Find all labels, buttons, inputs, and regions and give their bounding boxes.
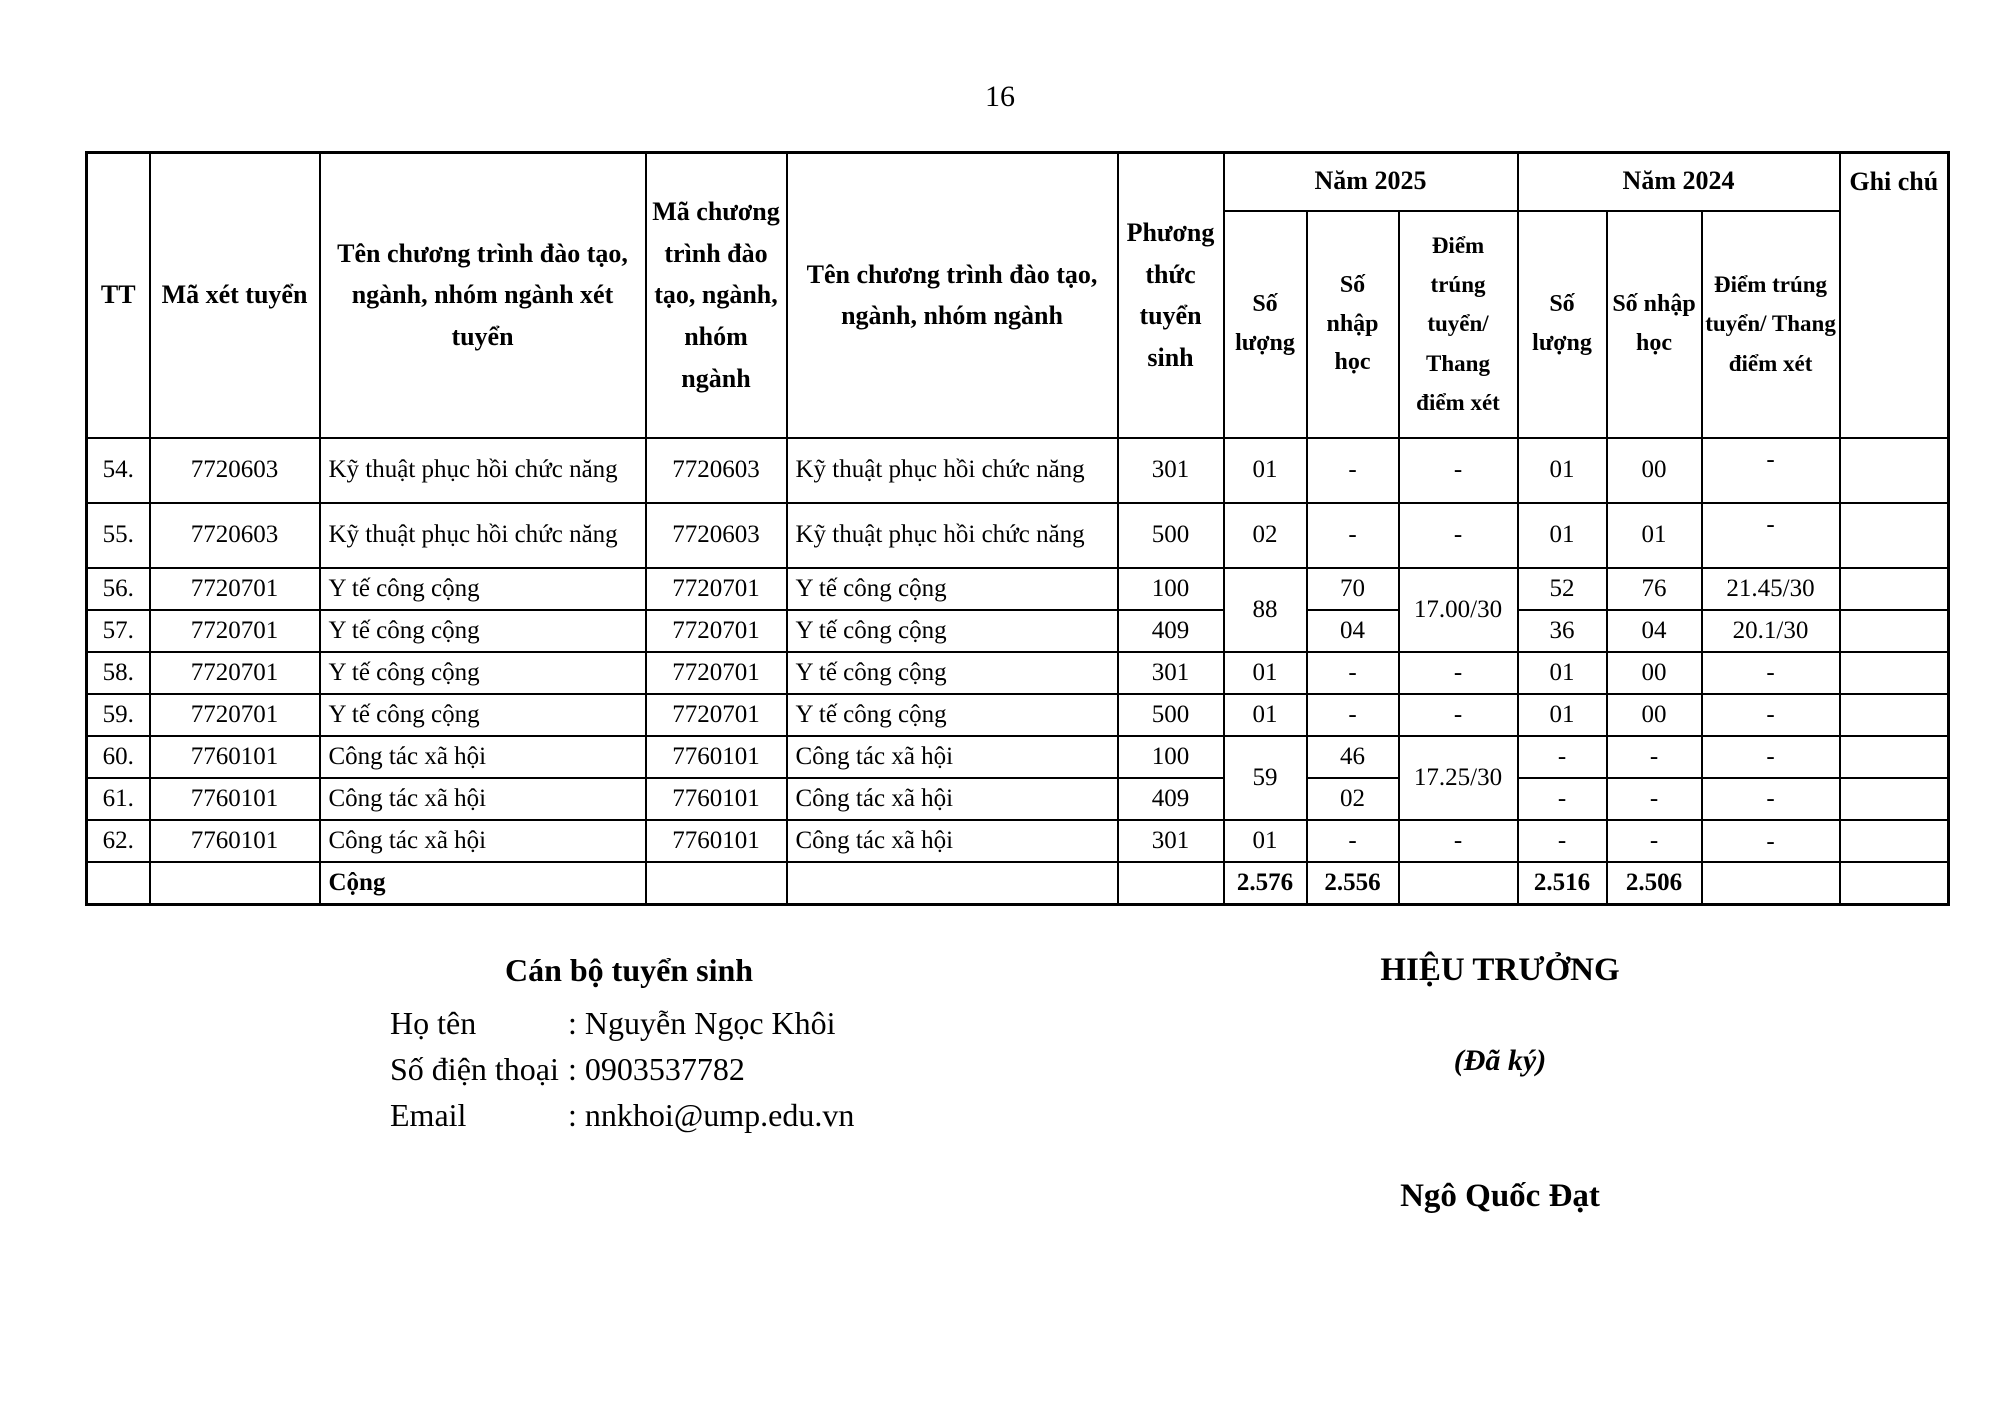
officer-field-row (390, 1051, 868, 1088)
cell-ma-xet-tuyen: 7760101 (150, 736, 320, 778)
cell-tt: 54. (87, 438, 150, 503)
cell-ten-xet-tuyen: Kỹ thuật phục hồi chức năng (320, 438, 646, 503)
cell-ten-xet-tuyen: Y tế công cộng (320, 610, 646, 652)
cell-so-nhap-hoc-2025: - (1307, 694, 1399, 736)
cell-phuong-thuc: 100 (1118, 568, 1224, 610)
cell-ten-chuong-trinh (787, 862, 1118, 905)
cell-ghi-chu (1840, 503, 1949, 568)
cell-ma-chuong-trinh: 7760101 (646, 778, 787, 820)
officer-field-label: Số điện thoại (390, 1051, 559, 1087)
cell-ma-chuong-trinh: 7720701 (646, 652, 787, 694)
officer-field-label: Email (390, 1097, 467, 1133)
cell-ma-chuong-trinh (646, 862, 787, 905)
cell-so-luong-2025: 01 (1224, 820, 1307, 862)
cell-ten-chuong-trinh: Y tế công cộng (787, 568, 1118, 610)
cell-ghi-chu (1840, 568, 1949, 610)
cell-diem-2024: - (1702, 820, 1840, 862)
cell-so-luong-2024: - (1518, 736, 1607, 778)
cell-tt: 58. (87, 652, 150, 694)
cell-diem-2025: 17.00/30 (1399, 568, 1518, 652)
total-row (87, 862, 1949, 905)
cell-so-nhap-hoc-2025: 46 (1307, 736, 1399, 778)
officer-field-row (390, 1005, 868, 1042)
col-header-ghi-chu: Ghi chú (1840, 153, 1949, 438)
cell-diem-2024: - (1702, 694, 1840, 736)
cell-tt: 56. (87, 568, 150, 610)
col-header-tt: TT (87, 153, 150, 438)
table-row (87, 736, 1949, 778)
cell-ma-chuong-trinh: 7760101 (646, 820, 787, 862)
cell-phuong-thuc: 100 (1118, 736, 1224, 778)
cell-so-luong-2025: 01 (1224, 438, 1307, 503)
table-row (87, 568, 1949, 610)
cell-tt: 59. (87, 694, 150, 736)
cell-ma-xet-tuyen: 7720603 (150, 503, 320, 568)
col-header-ten-ct-xet-tuyen: Tên chương trình đào tạo, ngành, nhóm ngành xét tuyển (320, 153, 646, 438)
cell-tt: 61. (87, 778, 150, 820)
cell-ten-chuong-trinh: Y tế công cộng (787, 652, 1118, 694)
cell-so-luong-2024: - (1518, 820, 1607, 862)
subcol-header-diem-2025: Điểm trúng tuyển/ Thang điểm xét (1399, 211, 1518, 438)
admissions-results-table (85, 151, 1950, 906)
page-number: 16 (985, 80, 1015, 113)
officer-field-value: 0903537782 (584, 1051, 745, 1087)
cell-ghi-chu (1840, 820, 1949, 862)
cell-ghi-chu (1840, 862, 1949, 905)
cell-phuong-thuc: 500 (1118, 503, 1224, 568)
cell-so-nhap-hoc-2025: - (1307, 438, 1399, 503)
cell-ten-xet-tuyen: Y tế công cộng (320, 694, 646, 736)
cell-so-luong-2025: 01 (1224, 652, 1307, 694)
cell-ten-chuong-trinh: Kỹ thuật phục hồi chức năng (787, 503, 1118, 568)
cell-phuong-thuc: 301 (1118, 652, 1224, 694)
cell-so-nhap-hoc-2024: 00 (1607, 694, 1702, 736)
recruitment-officer-block (390, 952, 868, 1143)
cell-tt: 60. (87, 736, 150, 778)
cell-so-luong-2025: 88 (1224, 568, 1307, 652)
cell-diem-2025: - (1399, 652, 1518, 694)
cell-so-nhap-hoc-2024: 76 (1607, 568, 1702, 610)
table-row (87, 778, 1949, 820)
cell-ma-chuong-trinh: 7720701 (646, 694, 787, 736)
col-header-ma-xet-tuyen: Mã xét tuyển (150, 153, 320, 438)
signature-block (1295, 952, 1705, 1215)
cell-so-luong-2024: 01 (1518, 694, 1607, 736)
cell-phuong-thuc: 409 (1118, 610, 1224, 652)
cell-ghi-chu (1840, 778, 1949, 820)
cell-phuong-thuc: 301 (1118, 820, 1224, 862)
total-so-nhap-hoc-2025: 2.556 (1307, 862, 1399, 905)
cell-ma-chuong-trinh: 7720701 (646, 610, 787, 652)
cell-diem-2025: - (1399, 820, 1518, 862)
cell-ma-chuong-trinh: 7720603 (646, 503, 787, 568)
cell-ma-xet-tuyen: 7720701 (150, 652, 320, 694)
cell-ten-chuong-trinh: Công tác xã hội (787, 778, 1118, 820)
cell-so-nhap-hoc-2024: - (1607, 736, 1702, 778)
cell-ten-chuong-trinh: Công tác xã hội (787, 736, 1118, 778)
cell-diem-2024: - (1702, 736, 1840, 778)
cell-diem-2025: - (1399, 694, 1518, 736)
cell-so-luong-2025: 02 (1224, 503, 1307, 568)
officer-field-separator: : (568, 1097, 585, 1133)
cell-ten-xet-tuyen: Kỹ thuật phục hồi chức năng (320, 503, 646, 568)
total-so-luong-2024: 2.516 (1518, 862, 1607, 905)
subcol-header-so-luong-2025: Số lượng (1224, 211, 1307, 438)
cell-ghi-chu (1840, 736, 1949, 778)
officer-field-value: Nguyễn Ngọc Khôi (584, 1005, 836, 1041)
cell-ghi-chu (1840, 694, 1949, 736)
subcol-header-diem-2024: Điểm trúng tuyển/ Thang điểm xét (1702, 211, 1840, 438)
col-header-nam-2024: Năm 2024 (1518, 153, 1840, 211)
cell-so-nhap-hoc-2024: 00 (1607, 652, 1702, 694)
cell-ma-chuong-trinh: 7720603 (646, 438, 787, 503)
cell-so-luong-2025: 01 (1224, 694, 1307, 736)
table-row (87, 820, 1949, 862)
cell-ma-xet-tuyen: 7760101 (150, 820, 320, 862)
cell-ten-chuong-trinh: Kỹ thuật phục hồi chức năng (787, 438, 1118, 503)
cell-ghi-chu (1840, 652, 1949, 694)
col-header-nam-2025: Năm 2025 (1224, 153, 1518, 211)
col-header-ma-chuong-trinh: Mã chương trình đào tạo, ngành, nhóm ngành (646, 153, 787, 438)
cell-so-luong-2024: 01 (1518, 438, 1607, 503)
subcol-header-so-nhap-hoc-2024: Số nhập học (1607, 211, 1702, 438)
col-header-phuong-thuc: Phương thức tuyển sinh (1118, 153, 1224, 438)
cell-ma-xet-tuyen: 7720701 (150, 610, 320, 652)
cell-ten-xet-tuyen: Công tác xã hội (320, 736, 646, 778)
cell-so-nhap-hoc-2024: - (1607, 778, 1702, 820)
total-so-luong-2025: 2.576 (1224, 862, 1307, 905)
cell-so-luong-2025: 59 (1224, 736, 1307, 820)
col-header-ten-chuong-trinh: Tên chương trình đào tạo, ngành, nhóm ngành (787, 153, 1118, 438)
cell-tt: 62. (87, 820, 150, 862)
cell-so-nhap-hoc-2024: - (1607, 820, 1702, 862)
cell-so-luong-2024: 01 (1518, 652, 1607, 694)
cell-ten-xet-tuyen: Y tế công cộng (320, 568, 646, 610)
cell-ten-xet-tuyen: Công tác xã hội (320, 778, 646, 820)
cell-so-luong-2024: 52 (1518, 568, 1607, 610)
table-row (87, 503, 1949, 568)
officer-field-label: Họ tên (390, 1005, 477, 1041)
cell-phuong-thuc (1118, 862, 1224, 905)
signature-signed-note: (Đã ký) (1453, 1044, 1547, 1077)
officer-field-separator: : (568, 1005, 585, 1041)
cell-diem-2025: 17.25/30 (1399, 736, 1518, 820)
signature-title: HIỆU TRƯỞNG (1380, 952, 1620, 988)
cell-so-nhap-hoc-2024: 01 (1607, 503, 1702, 568)
cell-ghi-chu (1840, 610, 1949, 652)
cell-so-nhap-hoc-2025: 70 (1307, 568, 1399, 610)
cell-ten-xet-tuyen: Công tác xã hội (320, 820, 646, 862)
subcol-header-so-nhap-hoc-2025: Số nhập học (1307, 211, 1399, 438)
cell-ma-xet-tuyen: 7720603 (150, 438, 320, 503)
officer-field-row (390, 1097, 868, 1134)
cell-so-nhap-hoc-2025: 04 (1307, 610, 1399, 652)
table-row (87, 438, 1949, 503)
cell-tt: 57. (87, 610, 150, 652)
table-row (87, 610, 1949, 652)
officer-title: Cán bộ tuyển sinh (504, 952, 754, 988)
cell-so-nhap-hoc-2025: - (1307, 820, 1399, 862)
cell-ma-xet-tuyen: 7720701 (150, 568, 320, 610)
cell-tt (87, 862, 150, 905)
header-row-1 (87, 153, 1949, 211)
cell-tt: 55. (87, 503, 150, 568)
cell-diem-2024: - (1702, 438, 1840, 503)
subcol-header-so-luong-2024: Số lượng (1518, 211, 1607, 438)
cell-diem-2025: - (1399, 503, 1518, 568)
cell-diem-2024: 21.45/30 (1702, 568, 1840, 610)
cell-so-nhap-hoc-2025: - (1307, 503, 1399, 568)
table-row (87, 652, 1949, 694)
cell-so-nhap-hoc-2024: 04 (1607, 610, 1702, 652)
total-so-nhap-hoc-2024: 2.506 (1607, 862, 1702, 905)
cell-ma-chuong-trinh: 7760101 (646, 736, 787, 778)
cell-so-luong-2024: - (1518, 778, 1607, 820)
cell-ma-xet-tuyen: 7760101 (150, 778, 320, 820)
cell-diem-2024: - (1702, 652, 1840, 694)
cell-phuong-thuc: 500 (1118, 694, 1224, 736)
cell-ten-chuong-trinh: Công tác xã hội (787, 820, 1118, 862)
cell-so-nhap-hoc-2024: 00 (1607, 438, 1702, 503)
cell-diem-2024: - (1702, 503, 1840, 568)
cell-ten-chuong-trinh: Y tế công cộng (787, 694, 1118, 736)
cell-ten-xet-tuyen: Y tế công cộng (320, 652, 646, 694)
table-row (87, 694, 1949, 736)
officer-field-separator: : (568, 1051, 585, 1087)
cell-so-nhap-hoc-2025: - (1307, 652, 1399, 694)
cell-ma-xet-tuyen (150, 862, 320, 905)
cell-diem-2024: 20.1/30 (1702, 610, 1840, 652)
cell-so-nhap-hoc-2025: 02 (1307, 778, 1399, 820)
cell-so-luong-2024: 36 (1518, 610, 1607, 652)
cell-diem-2024: - (1702, 778, 1840, 820)
signature-name: Ngô Quốc Đạt (1400, 1178, 1600, 1214)
cell-diem-2025: - (1399, 438, 1518, 503)
cell-ghi-chu (1840, 438, 1949, 503)
cell-ten-chuong-trinh: Y tế công cộng (787, 610, 1118, 652)
cell-phuong-thuc: 301 (1118, 438, 1224, 503)
cell-ma-xet-tuyen: 7720701 (150, 694, 320, 736)
cell-diem-2025 (1399, 862, 1518, 905)
total-label: Cộng (320, 862, 646, 905)
cell-so-luong-2024: 01 (1518, 503, 1607, 568)
cell-diem-2024 (1702, 862, 1840, 905)
cell-ma-chuong-trinh: 7720701 (646, 568, 787, 610)
cell-phuong-thuc: 409 (1118, 778, 1224, 820)
officer-field-value: nnkhoi@ump.edu.vn (584, 1097, 855, 1133)
